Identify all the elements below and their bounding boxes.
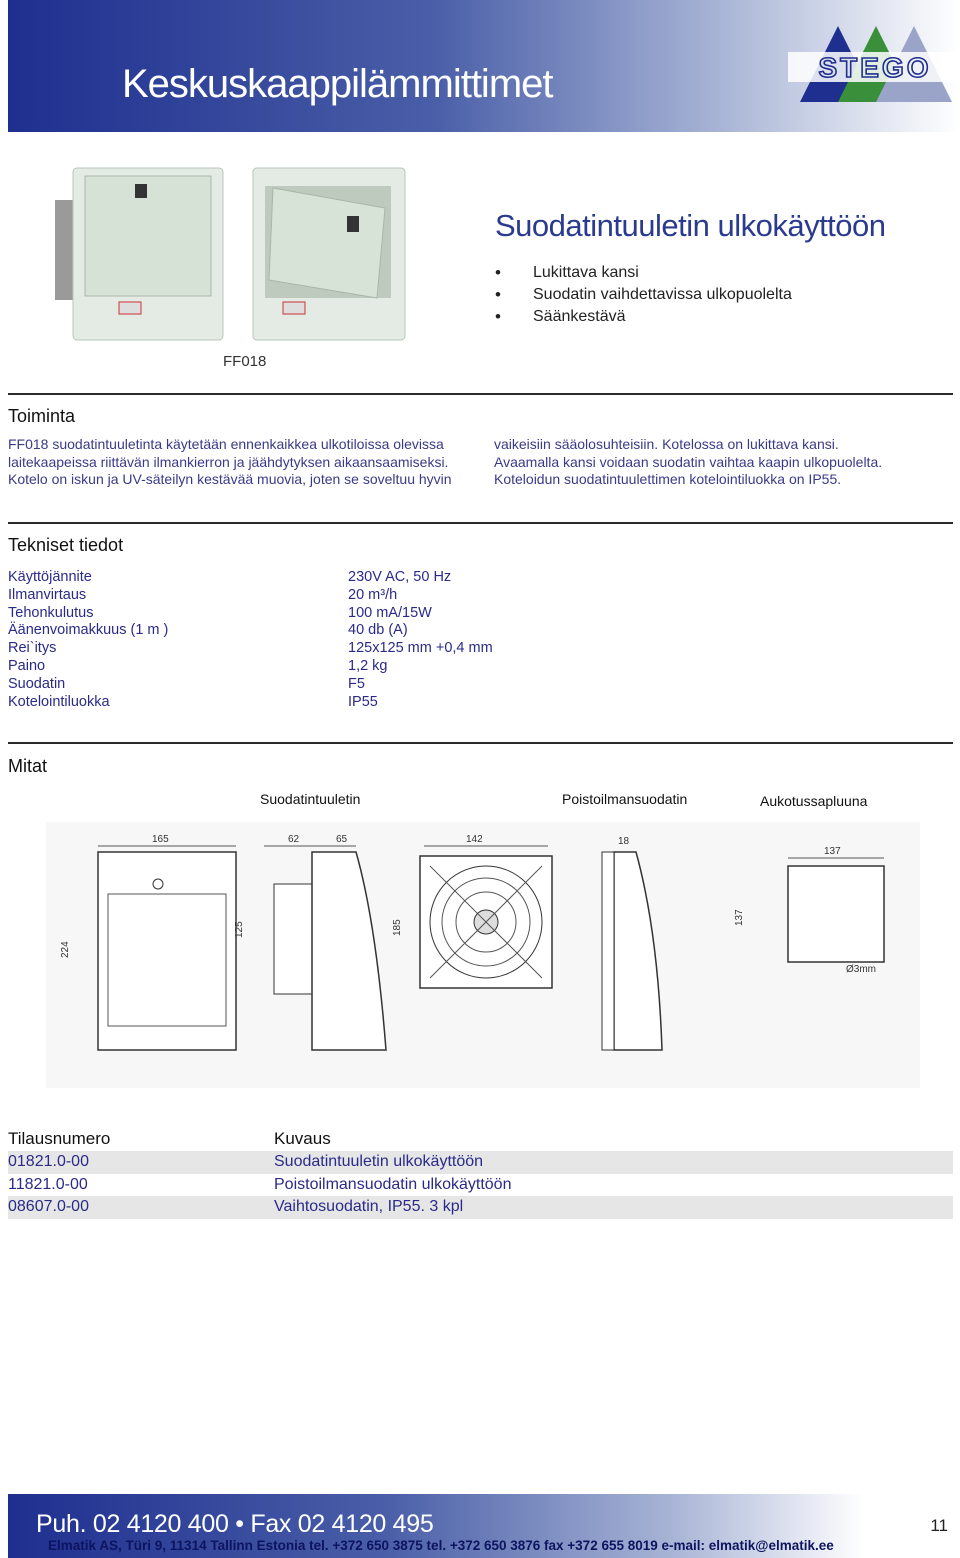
order-description: Vaihtosuodatin, IP55. 3 kpl xyxy=(274,1196,953,1219)
dimension-mark: Ø3mm xyxy=(846,964,876,975)
spec-label: Käyttöjännite xyxy=(8,569,92,585)
text-line: vaikeisiin sääolosuhteisiin. Kotelossa on lukittava kansi. xyxy=(494,436,839,452)
spec-label: Ilmanvirtaus xyxy=(8,586,87,603)
logo-text: STEGO xyxy=(818,52,932,83)
feature-list xyxy=(495,262,792,328)
spec-row xyxy=(8,605,528,623)
dimension-mark: 137 xyxy=(824,846,841,857)
order-description: Suodatintuuletin ulkokäyttöön xyxy=(274,1151,953,1174)
text-line: Kotelo on iskun ja UV-säteilyn kestävää muovia, joten se soveltuu hyvin xyxy=(8,471,452,487)
text-line: Avaamalla kansi voidaan suodatin vaihtaa kaapin ulkopuolelta. xyxy=(494,453,883,470)
toiminta-heading: Toiminta xyxy=(8,406,76,426)
table-row xyxy=(8,1151,953,1174)
technical-drawing xyxy=(46,822,920,1088)
spec-value: 20 m³/h xyxy=(348,586,398,603)
spec-row xyxy=(8,640,528,658)
spec-value: 125x125 mm +0,4 mm xyxy=(348,640,493,657)
spec-value: 1,2 kg xyxy=(348,657,388,674)
table-row xyxy=(8,1174,953,1197)
spec-value: 100 mA/15W xyxy=(348,604,432,621)
column-header: Kuvaus xyxy=(274,1126,953,1151)
dimension-mark: 165 xyxy=(152,834,169,845)
dimension-mark: 65 xyxy=(336,834,348,845)
feature-item: • Lukittava kansi xyxy=(495,262,792,284)
footer-banner xyxy=(8,1494,960,1558)
product-photo xyxy=(55,160,430,348)
image-caption: FF018 xyxy=(223,353,267,370)
spec-label: Suodatin xyxy=(8,675,66,692)
product-title: Suodatintuuletin ulkokäyttöön xyxy=(495,208,886,243)
dimension-mark: 137 xyxy=(734,909,745,926)
section-divider xyxy=(8,393,953,395)
header-banner xyxy=(8,0,960,132)
text-line: Koteloidun suodatintuulettimen kotelointiluokka on IP55. xyxy=(494,471,842,487)
page-title: Keskuskaappilämmittimet xyxy=(122,62,553,106)
dimension-mark: 18 xyxy=(618,836,630,847)
spec-label: Äänenvoimakkuus (1 m ) xyxy=(8,622,169,639)
feature-item: • Suodatin vaihdettavissa ulkopuolelta xyxy=(495,284,792,306)
footer-phone: Puh. 02 4120 400 • Fax 02 4120 495 xyxy=(36,1510,434,1538)
specs-heading: Tekniset tiedot xyxy=(8,535,124,555)
section-divider xyxy=(8,522,953,524)
text-line: laitekaapeissa riittävän ilmankierron ja jäähdytyksen aikaansaamiseksi. xyxy=(8,453,449,470)
spec-row xyxy=(8,676,528,694)
toiminta-text-left xyxy=(8,436,478,489)
toiminta-text-right xyxy=(494,436,954,489)
column-header: Tilausnumero xyxy=(8,1126,274,1151)
spec-label: Rei`itys xyxy=(8,640,57,657)
drawing-label: Suodatintuuletin xyxy=(260,791,361,807)
drawing-label: Poistoilmansuodatin xyxy=(562,791,688,807)
order-table xyxy=(8,1126,953,1219)
page-number: 11 xyxy=(930,1516,948,1535)
spec-row xyxy=(8,658,528,676)
specs-table xyxy=(8,569,528,711)
spec-label: Kotelointiluokka xyxy=(8,693,110,710)
dimension-mark: 142 xyxy=(466,834,483,845)
order-number: 11821.0-00 xyxy=(8,1175,88,1193)
table-row xyxy=(8,1196,953,1219)
text-line: FF018 suodatintuuletinta käytetään ennenkaikkea ulkotiloissa olevissa xyxy=(8,436,444,452)
table-header-row xyxy=(8,1126,953,1151)
order-number: 01821.0-00 xyxy=(8,1151,274,1174)
order-number: 08607.0-00 xyxy=(8,1196,274,1219)
spec-row xyxy=(8,622,528,640)
order-description: Poistoilmansuodatin ulkokäyttöön xyxy=(274,1175,512,1193)
section-divider xyxy=(8,742,953,744)
spec-value: 40 db (A) xyxy=(348,622,408,639)
stego-logo xyxy=(788,22,960,106)
spec-row xyxy=(8,694,528,712)
spec-label: Paino xyxy=(8,657,46,674)
spec-value: F5 xyxy=(348,675,365,692)
spec-row xyxy=(8,587,528,605)
dimension-mark: 185 xyxy=(392,919,403,936)
dimensions-heading: Mitat xyxy=(8,756,48,776)
dimension-mark: 125 xyxy=(234,921,245,938)
footer-contact: Elmatik AS, Türi 9, 11314 Tallinn Estonia tel. +372 650 3875 tel. +372 650 3876 fax +372 655 8019 e-mail: elmatik@elmatik.ee xyxy=(48,1538,834,1553)
drawing-label: Aukotussapluuna xyxy=(760,793,868,809)
dimension-mark: 62 xyxy=(288,834,300,845)
feature-item: • Säänkestävä xyxy=(495,306,792,328)
spec-value: 230V AC, 50 Hz xyxy=(348,569,452,585)
dimension-mark: 224 xyxy=(60,941,71,958)
spec-row xyxy=(8,569,528,587)
spec-value: IP55 xyxy=(348,693,378,710)
spec-label: Tehonkulutus xyxy=(8,604,94,621)
